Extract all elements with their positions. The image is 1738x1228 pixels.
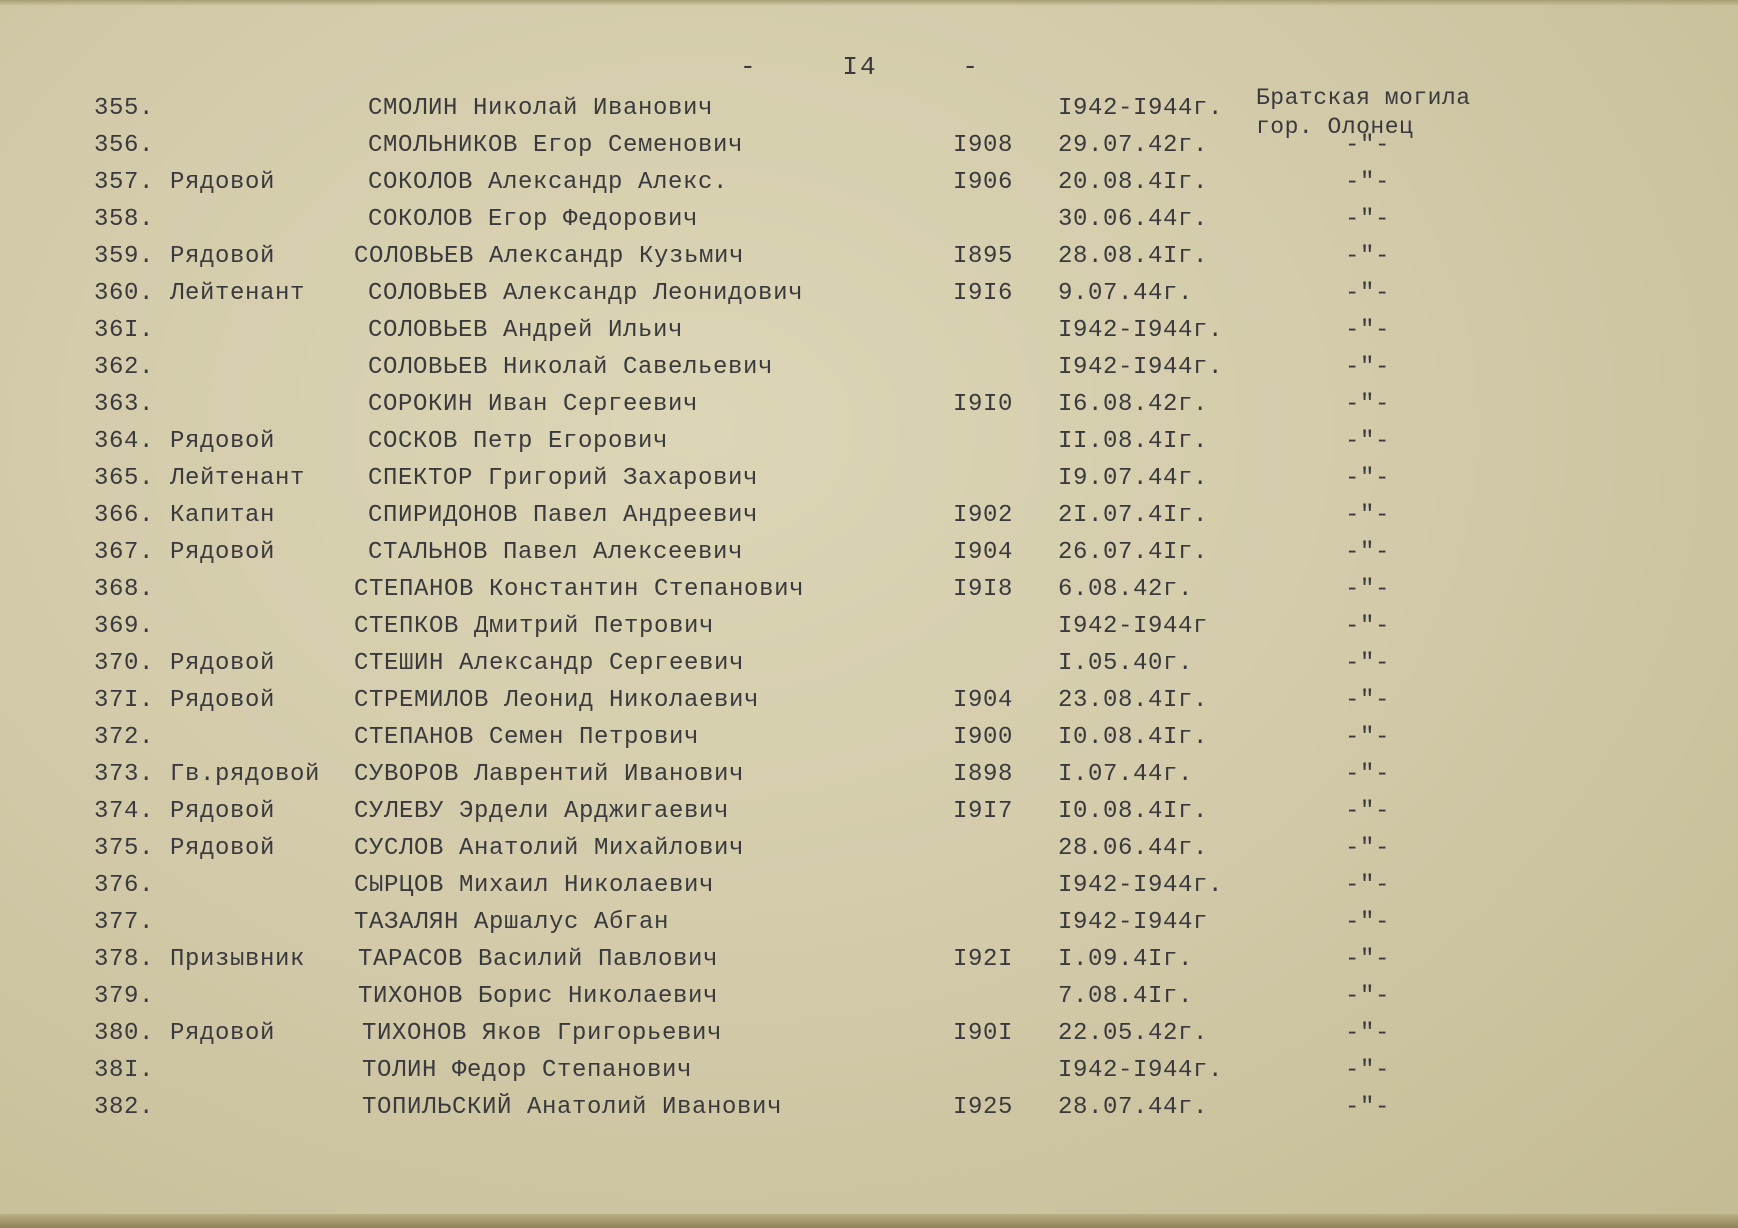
record-number: 378. [94,946,155,973]
death-date: I.09.4Iг. [1058,946,1194,973]
person-name: ТИХОНОВ Яков Григорьевич [362,1020,723,1047]
record-number: 374. [94,798,155,825]
death-date: 28.06.44г. [1058,835,1209,862]
list-row [0,724,1738,760]
death-date: I942-I944г. [1058,95,1224,122]
burial-place: -"- [1345,1057,1391,1084]
death-date: I942-I944г [1058,909,1209,936]
person-name: СОЛОВЬЕВ Николай Савельевич [368,354,774,381]
burial-place: -"- [1345,317,1391,344]
birth-year: I9I8 [952,576,1013,603]
death-date: I942-I944г. [1058,1057,1224,1084]
list-row [0,502,1738,538]
person-name: СОРОКИН Иван Сергеевич [368,391,699,418]
death-date: II.08.4Iг. [1058,428,1209,455]
death-date: 29.07.42г. [1058,132,1209,159]
burial-place: -"- [1345,909,1391,936]
record-number: 38I. [94,1057,155,1084]
burial-place: -"- [1345,983,1391,1010]
person-name: СЫРЦОВ Михаил Николаевич [354,872,715,899]
record-number: 375. [94,835,155,862]
record-number: 369. [94,613,155,640]
burial-place: -"- [1345,428,1391,455]
military-rank: Рядовой [170,428,276,455]
record-number: 366. [94,502,155,529]
death-date: 28.08.4Iг. [1058,243,1209,270]
list-row [0,687,1738,723]
death-date: I6.08.42г. [1058,391,1209,418]
birth-year: I898 [952,761,1013,788]
record-number: 380. [94,1020,155,1047]
record-number: 358. [94,206,155,233]
list-row [0,280,1738,316]
burial-place: -"- [1345,243,1391,270]
list-row [0,576,1738,612]
burial-place: -"- [1345,391,1391,418]
burial-place: -"- [1345,465,1391,492]
record-number: 379. [94,983,155,1010]
person-name: ТАРАСОВ Василий Павлович [358,946,719,973]
list-row [0,465,1738,501]
record-number: 359. [94,243,155,270]
death-date: I942-I944г. [1058,317,1224,344]
person-name: СМОЛЬНИКОВ Егор Семенович [368,132,744,159]
person-name: СОЛОВЬЕВ Александр Леонидович [368,280,804,307]
person-name: СОСКОВ Петр Егорович [368,428,669,455]
record-number: 367. [94,539,155,566]
burial-place: -"- [1345,798,1391,825]
list-row [0,909,1738,945]
person-name: СОКОЛОВ Александр Алекс. [368,169,729,196]
person-name: СОЛОВЬЕВ Андрей Ильич [368,317,684,344]
person-name: ТОЛИН Федор Степанович [362,1057,693,1084]
burial-place: -"- [1345,1020,1391,1047]
record-number: 355. [94,95,155,122]
person-name: СТЕПАНОВ Константин Степанович [354,576,805,603]
military-rank: Призывник [170,946,306,973]
record-number: 360. [94,280,155,307]
birth-year: I9I0 [952,391,1013,418]
death-date: I9.07.44г. [1058,465,1209,492]
birth-year: I900 [952,724,1013,751]
person-name: СУСЛОВ Анатолий Михайлович [354,835,745,862]
military-rank: Рядовой [170,650,276,677]
burial-place: -"- [1345,576,1391,603]
death-date: 9.07.44г. [1058,280,1194,307]
burial-place: -"- [1345,132,1391,159]
record-number: 357. [94,169,155,196]
death-date: I942-I944г. [1058,354,1224,381]
military-rank: Рядовой [170,1020,276,1047]
list-row [0,317,1738,353]
death-date: 30.06.44г. [1058,206,1209,233]
death-date: 6.08.42г. [1058,576,1194,603]
military-rank: Рядовой [170,687,276,714]
person-name: СТАЛЬНОВ Павел Алексеевич [368,539,744,566]
list-row [0,761,1738,797]
record-number: 36I. [94,317,155,344]
page-number-dash-right: - [962,52,980,82]
record-number: 376. [94,872,155,899]
list-row [0,613,1738,649]
list-row [0,1020,1738,1056]
death-date: I942-I944г [1058,613,1209,640]
birth-year: I902 [952,502,1013,529]
military-rank: Рядовой [170,169,276,196]
list-row [0,391,1738,427]
birth-year: I906 [952,169,1013,196]
birth-year: I9I6 [952,280,1013,307]
birth-year: I90I [952,1020,1013,1047]
burial-place: -"- [1345,761,1391,788]
burial-place: -"- [1345,946,1391,973]
burial-place: -"- [1345,354,1391,381]
list-row [0,1057,1738,1093]
person-name: ТОПИЛЬСКИЙ Анатолий Иванович [362,1094,783,1121]
person-name: СТЕШИН Александр Сергеевич [354,650,745,677]
military-rank: Рядовой [170,243,276,270]
burial-place: -"- [1345,613,1391,640]
list-row [0,983,1738,1019]
birth-year: I904 [952,687,1013,714]
record-number: 382. [94,1094,155,1121]
record-number: 377. [94,909,155,936]
person-name: СТЕПКОВ Дмитрий Петрович [354,613,715,640]
list-row [0,946,1738,982]
birth-year: I908 [952,132,1013,159]
burial-place: -"- [1345,724,1391,751]
record-number: 364. [94,428,155,455]
birth-year: I9I7 [952,798,1013,825]
death-date: I0.08.4Iг. [1058,724,1209,751]
record-number: 373. [94,761,155,788]
record-number: 370. [94,650,155,677]
death-date: 28.07.44г. [1058,1094,1209,1121]
burial-place: -"- [1345,835,1391,862]
page-number-dash-left: - [740,52,758,82]
death-date: 23.08.4Iг. [1058,687,1209,714]
death-date: 22.05.42г. [1058,1020,1209,1047]
person-name: СУЛЕВУ Эрдели Арджигаевич [354,798,730,825]
person-name: ТИХОНОВ Борис Николаевич [358,983,719,1010]
list-row [0,243,1738,279]
person-name: СТЕПАНОВ Семен Петрович [354,724,700,751]
person-name: СОКОЛОВ Егор Федорович [368,206,699,233]
list-row [0,206,1738,242]
record-number: 356. [94,132,155,159]
death-date: I0.08.4Iг. [1058,798,1209,825]
military-rank: Лейтенант [170,465,306,492]
list-row [0,539,1738,575]
person-name: СТРЕМИЛОВ Леонид Николаевич [354,687,760,714]
burial-place: -"- [1345,687,1391,714]
list-row [0,650,1738,686]
burial-place: -"- [1345,502,1391,529]
birth-year: I904 [952,539,1013,566]
military-rank: Рядовой [170,798,276,825]
person-name: СПИРИДОНОВ Павел Андреевич [368,502,759,529]
military-rank: Рядовой [170,539,276,566]
burial-place: -"- [1345,872,1391,899]
person-name: СОЛОВЬЕВ Александр Кузьмич [354,243,745,270]
death-date: 2I.07.4Iг. [1058,502,1209,529]
person-name: СУВОРОВ Лаврентий Иванович [354,761,745,788]
record-number: 37I. [94,687,155,714]
birth-year: I92I [952,946,1013,973]
burial-place: -"- [1345,280,1391,307]
military-rank: Лейтенант [170,280,306,307]
burial-place: -"- [1345,1094,1391,1121]
page-bottom-edge [0,1214,1738,1228]
record-number: 362. [94,354,155,381]
death-date: I.05.40г. [1058,650,1194,677]
page-number: I4 [842,52,878,82]
birth-year: I925 [952,1094,1013,1121]
death-date: 26.07.4Iг. [1058,539,1209,566]
death-date: 20.08.4Iг. [1058,169,1209,196]
birth-year: I895 [952,243,1013,270]
list-row [0,872,1738,908]
death-date: 7.08.4Iг. [1058,983,1194,1010]
record-number: 365. [94,465,155,492]
list-row [0,428,1738,464]
list-row [0,169,1738,205]
military-rank: Гв.рядовой [170,761,321,788]
burial-place: -"- [1345,206,1391,233]
death-date: I942-I944г. [1058,872,1224,899]
burial-place: -"- [1345,169,1391,196]
list-row [0,835,1738,871]
person-name: ТАЗАЛЯН Аршалус Абган [354,909,670,936]
person-name: СМОЛИН Николай Иванович [368,95,714,122]
list-row [0,95,1738,131]
death-date: I.07.44г. [1058,761,1194,788]
record-number: 363. [94,391,155,418]
military-rank: Капитан [170,502,276,529]
list-row [0,132,1738,168]
person-name: СПЕКТОР Григорий Захарович [368,465,759,492]
record-number: 368. [94,576,155,603]
military-rank: Рядовой [170,835,276,862]
burial-place: -"- [1345,650,1391,677]
burial-place: -"- [1345,539,1391,566]
list-row [0,354,1738,390]
list-row [0,1094,1738,1130]
list-row [0,798,1738,834]
record-number: 372. [94,724,155,751]
burial-place-header: Братская могила гор. Олонец [1256,85,1471,140]
